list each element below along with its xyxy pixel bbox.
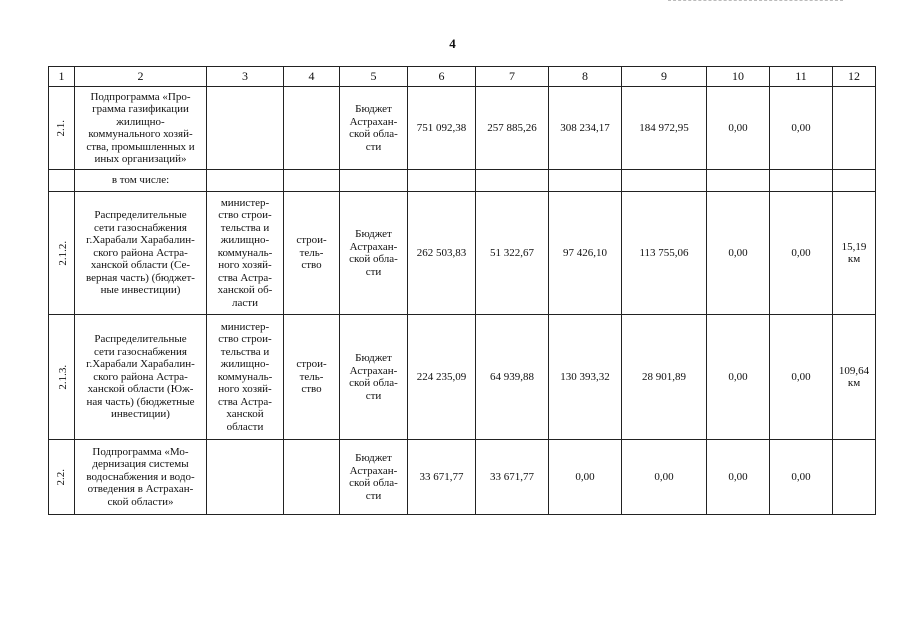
row-source: Бюджет Астрахан- ской обла- сти xyxy=(340,192,408,315)
row-value-col9: 0,00 xyxy=(622,440,707,515)
header-cell: 11 xyxy=(770,67,833,87)
header-cell: 9 xyxy=(622,67,707,87)
row-value-col6: 751 092,38 xyxy=(408,87,476,170)
empty-cell xyxy=(622,170,707,192)
row-code-cell xyxy=(49,315,75,440)
row-value-col11: 0,00 xyxy=(770,315,833,440)
row-code: 2.1. xyxy=(55,119,68,137)
row-type xyxy=(284,87,340,170)
header-row xyxy=(49,67,876,87)
row-code: 2.1.2. xyxy=(57,240,70,266)
row-source: Бюджет Астрахан- ской обла- сти xyxy=(340,440,408,515)
empty-cell xyxy=(707,170,770,192)
subtitle-row xyxy=(49,170,876,192)
header-cell: 1 xyxy=(49,67,75,87)
row-executor xyxy=(207,440,284,515)
table-row xyxy=(49,440,876,515)
empty-cell xyxy=(49,170,75,192)
header-cell: 2 xyxy=(75,67,207,87)
row-value-col11: 0,00 xyxy=(770,440,833,515)
row-value-col7: 33 671,77 xyxy=(476,440,549,515)
row-executor xyxy=(207,87,284,170)
header-cell: 3 xyxy=(207,67,284,87)
row-value-col11: 0,00 xyxy=(770,192,833,315)
row-value-col12 xyxy=(833,87,876,170)
row-type: строи- тель- ство xyxy=(284,192,340,315)
row-value-col7: 51 322,67 xyxy=(476,192,549,315)
row-code: 2.2. xyxy=(55,468,68,486)
header-cell: 7 xyxy=(476,67,549,87)
row-code-cell xyxy=(49,192,75,315)
row-type xyxy=(284,440,340,515)
row-value-col7: 64 939,88 xyxy=(476,315,549,440)
row-name: Подпрограмма «Мо- дернизация системы водоснабжения и водо- отведения в Астрахан- ской области» xyxy=(75,440,207,515)
header-cell: 10 xyxy=(707,67,770,87)
row-value-col12 xyxy=(833,440,876,515)
row-value-col7: 257 885,26 xyxy=(476,87,549,170)
header-cell: 4 xyxy=(284,67,340,87)
row-value-col8: 130 393,32 xyxy=(549,315,622,440)
row-value-col9: 184 972,95 xyxy=(622,87,707,170)
row-value-col6: 262 503,83 xyxy=(408,192,476,315)
header-cell: 8 xyxy=(549,67,622,87)
empty-cell xyxy=(284,170,340,192)
row-source: Бюджет Астрахан- ской обла- сти xyxy=(340,87,408,170)
header-cell: 6 xyxy=(408,67,476,87)
row-value-col10: 0,00 xyxy=(707,192,770,315)
row-executor: министер- ство строи- тельства и жилищно- коммуналь- ного хозяй- ства Астра- ханской области xyxy=(207,315,284,440)
row-value-col10: 0,00 xyxy=(707,87,770,170)
table-row xyxy=(49,87,876,170)
row-value-col8: 308 234,17 xyxy=(549,87,622,170)
row-code-cell xyxy=(49,87,75,170)
row-value-col9: 28 901,89 xyxy=(622,315,707,440)
table-row xyxy=(49,192,876,315)
empty-cell xyxy=(549,170,622,192)
header-cell: 12 xyxy=(833,67,876,87)
row-value-col12: 15,19 км xyxy=(833,192,876,315)
row-value-col6: 224 235,09 xyxy=(408,315,476,440)
row-name: Распределительные сети газоснабжения г.Харабали Харабалин- ского района Астра- ханской области (Се- верная часть) (бюджет- ные инвестиции) xyxy=(75,192,207,315)
empty-cell xyxy=(207,170,284,192)
row-executor: министер- ство строи- тельства и жилищно- коммуналь- ного хозяй- ства Астра- ханской об- ласти xyxy=(207,192,284,315)
row-type: строи- тель- ство xyxy=(284,315,340,440)
header-cell: 5 xyxy=(340,67,408,87)
row-value-col11: 0,00 xyxy=(770,87,833,170)
row-code-cell xyxy=(49,440,75,515)
row-value-col8: 0,00 xyxy=(549,440,622,515)
row-value-col12: 109,64 км xyxy=(833,315,876,440)
empty-cell xyxy=(476,170,549,192)
page-number: 4 xyxy=(449,36,456,51)
empty-cell xyxy=(340,170,408,192)
row-code: 2.1.3. xyxy=(57,364,70,390)
row-subtitle: в том числе: xyxy=(75,170,207,192)
row-value-col10: 0,00 xyxy=(707,315,770,440)
budget-table xyxy=(48,66,876,515)
row-value-col6: 33 671,77 xyxy=(408,440,476,515)
scan-edge-mark xyxy=(668,0,843,4)
row-value-col9: 113 755,06 xyxy=(622,192,707,315)
row-name: Подпрограмма «Про- грамма газификации жилищно- коммунального хозяй- ства, промышленных и иных организаций» xyxy=(75,87,207,170)
empty-cell xyxy=(833,170,876,192)
table-row xyxy=(49,315,876,440)
row-value-col8: 97 426,10 xyxy=(549,192,622,315)
row-value-col10: 0,00 xyxy=(707,440,770,515)
row-name: Распределительные сети газоснабжения г.Харабали Харабалин- ского района Астра- ханской области (Юж- ная часть) (бюджетные инвестиции) xyxy=(75,315,207,440)
row-source: Бюджет Астрахан- ской обла- сти xyxy=(340,315,408,440)
empty-cell xyxy=(408,170,476,192)
empty-cell xyxy=(770,170,833,192)
